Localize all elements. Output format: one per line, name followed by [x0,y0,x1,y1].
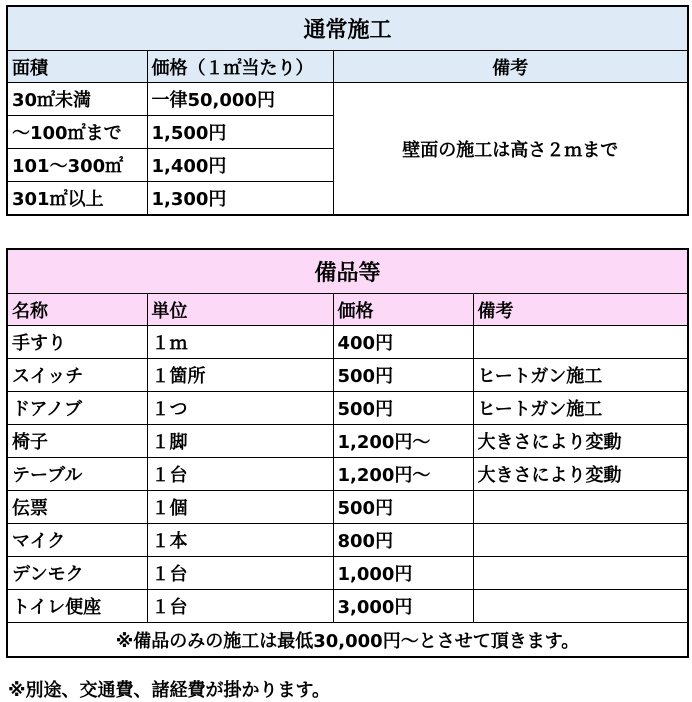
equipment-table-title: 備品等 [7,249,688,294]
price-cell: 400円 [333,326,473,359]
unit-cell: １台 [147,557,333,590]
price-cell: 一律50,000円 [147,83,333,116]
additional-costs-footnote: ※別途、交通費、諸経費が掛かります。 [8,680,331,701]
name-cell: マイク [7,524,147,557]
unit-cell: １箇所 [147,359,333,392]
name-cell: スイッチ [7,359,147,392]
name-cell: トイレ便座 [7,590,147,623]
table-row [7,83,688,116]
name-cell: 伝票 [7,491,147,524]
table-row [7,359,688,392]
price-cell: 1,300円 [147,182,333,216]
remark-cell [473,491,688,524]
unit-cell: １台 [147,458,333,491]
remark-cell [473,524,688,557]
price-cell: 500円 [333,491,473,524]
header-price-per-sqm: 価格（１㎡当たり） [147,51,333,83]
unit-cell: １脚 [147,425,333,458]
remark-cell [473,557,688,590]
table-row [7,590,688,623]
header-area: 面積 [7,51,147,83]
header-remarks: 備考 [473,294,688,326]
remark-cell: ヒートガン施工 [473,392,688,425]
remark-cell: ヒートガン施工 [473,359,688,392]
remark-cell: 大きさにより変動 [473,458,688,491]
header-name: 名称 [7,294,147,326]
price-cell: 500円 [333,359,473,392]
price-cell: 1,000円 [333,557,473,590]
name-cell: ドアノブ [7,392,147,425]
table-row [7,458,688,491]
price-cell: 500円 [333,392,473,425]
price-cell: 800円 [333,524,473,557]
header-price: 価格 [333,294,473,326]
regular-remark-cell: 壁面の施工は高さ２ｍまで [333,83,688,216]
equipment-table [6,248,689,658]
name-cell: テーブル [7,458,147,491]
price-cell: 1,500円 [147,116,333,149]
area-cell: 30㎡未満 [7,83,147,116]
area-cell: ～100㎡まで [7,116,147,149]
price-cell: 3,000円 [333,590,473,623]
header-unit: 単位 [147,294,333,326]
unit-cell: １個 [147,491,333,524]
remark-cell [473,326,688,359]
equipment-minimum-note: ※備品のみの施工は最低30,000円～とさせて頂きます。 [7,623,688,658]
regular-construction-table [6,5,689,216]
table-row [7,557,688,590]
area-cell: 301㎡以上 [7,182,147,216]
unit-cell: １ｍ [147,326,333,359]
unit-cell: １台 [147,590,333,623]
table-row [7,524,688,557]
area-cell: 101～300㎡ [7,149,147,182]
table-row [7,326,688,359]
unit-cell: １つ [147,392,333,425]
name-cell: 椅子 [7,425,147,458]
name-cell: デンモク [7,557,147,590]
remark-cell: 大きさにより変動 [473,425,688,458]
price-cell: 1,200円～ [333,458,473,491]
regular-table-title: 通常施工 [7,6,688,51]
table-row [7,392,688,425]
table-row [7,425,688,458]
price-cell: 1,200円～ [333,425,473,458]
price-cell: 1,400円 [147,149,333,182]
name-cell: 手すり [7,326,147,359]
remark-cell [473,590,688,623]
unit-cell: １本 [147,524,333,557]
header-remarks: 備考 [333,51,688,83]
table-row [7,491,688,524]
